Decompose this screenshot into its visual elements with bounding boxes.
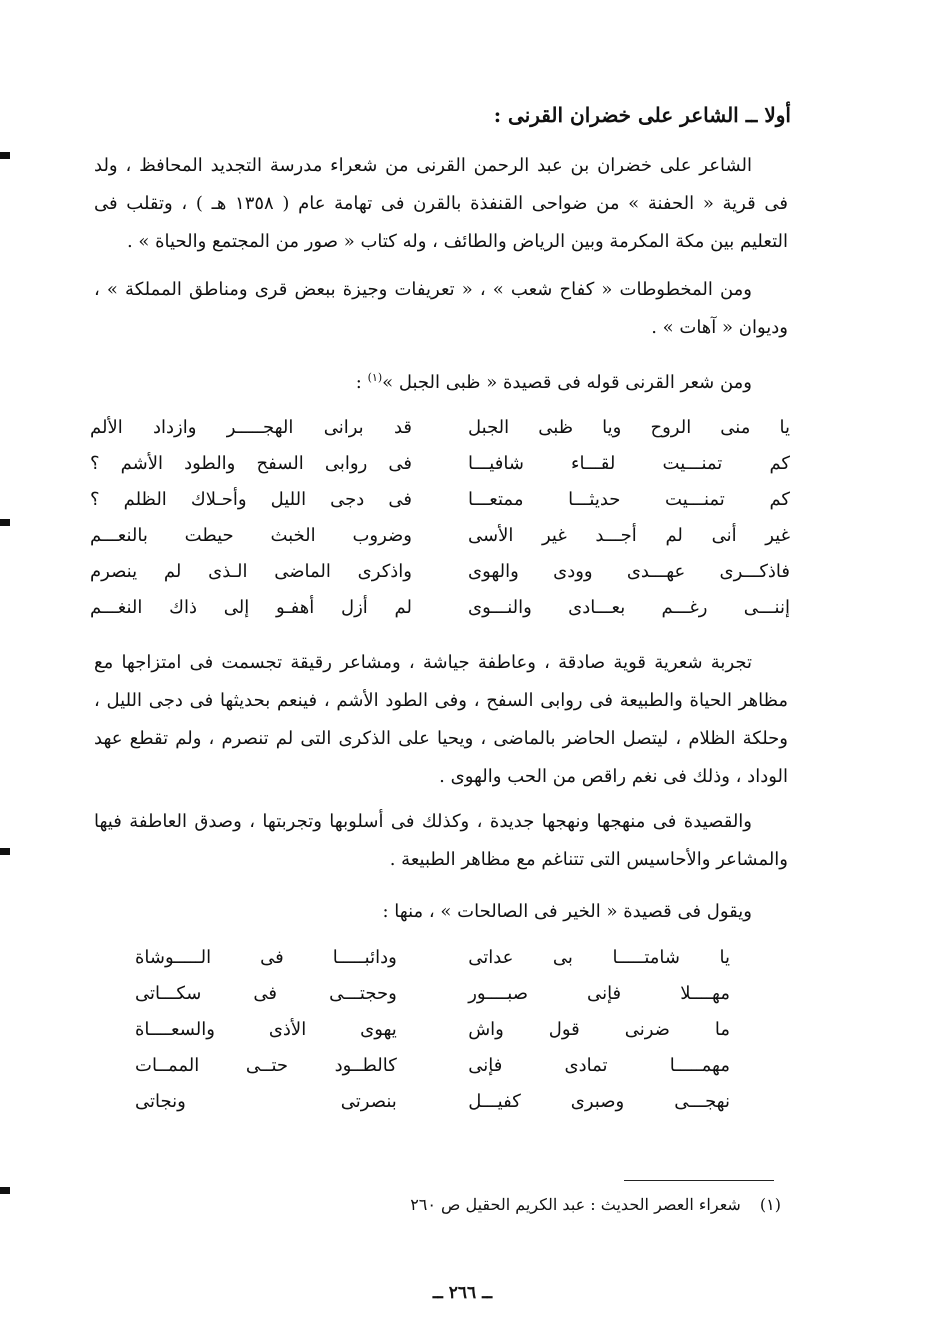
verse-first-hemistich: ما ضرنى قول واش bbox=[468, 1019, 730, 1040]
verse-second-hemistich: واذكرى الماضى الـذى لم ينصرم bbox=[90, 561, 412, 582]
scan-edge-mark bbox=[0, 152, 10, 159]
poem-verse bbox=[90, 482, 790, 518]
paragraph-text-end: : bbox=[355, 372, 368, 393]
paragraph-text: والقصيدة فى منهجها ونهجها جديدة ، وكذلك فى أسلوبها وتجربتها ، وصدق العاطفة فيها والمشاعر والأحاسيس التى تتناغم مع مظاهر الطبيعة . bbox=[94, 811, 788, 870]
poem-verse bbox=[90, 518, 790, 554]
poem-verse bbox=[90, 410, 790, 446]
verse-first-hemistich: كم تمنـــيت لقـــاء شافيـــا bbox=[468, 453, 790, 474]
paragraph-text: ومن المخطوطات « كفاح شعب » ، « تعريفات وجيزة ببعض قرى ومناطق المملكة » ، وديوان « آهات » . bbox=[94, 279, 788, 338]
paragraph-second-poem-intro bbox=[94, 893, 788, 931]
footnote-text: شعراء العصر الحديث : عبد الكريم الحقيل ص ٢٦٠ bbox=[410, 1195, 741, 1214]
verse-first-hemistich: مهمـــــا تمادى فإنى bbox=[468, 1055, 730, 1076]
paragraph-style bbox=[94, 803, 788, 879]
paragraph-text: ويقول فى قصيدة « الخير فى الصالحات » ، منها : bbox=[382, 901, 752, 922]
poem-verse bbox=[90, 446, 790, 482]
paragraph-biography bbox=[94, 147, 788, 261]
verse-second-hemistich: فى روابى السفح والطود الأشم ؟ bbox=[90, 453, 412, 474]
verse-second-hemistich: وضروب الخبث حيطت بالنعـــم bbox=[90, 525, 412, 546]
scan-edge-mark bbox=[0, 519, 10, 526]
paragraph-poem-intro bbox=[94, 359, 788, 402]
verse-first-hemistich: فاذكـــرى عهـــدى وودى والهوى bbox=[468, 561, 790, 582]
scan-edge-mark bbox=[0, 1187, 10, 1194]
footnote-number: (١) bbox=[759, 1195, 781, 1214]
verse-first-hemistich: إننـــى رغـــم بعـــادى والنـــوى bbox=[468, 597, 790, 618]
paragraph-text: تجربة شعرية قوية صادقة ، وعاطفة جياشة ، ومشاعر رقيقة تجسمت فى امتزاجها مع مظاهر الحياة والطبيعة فى روابى السفح ، وفى الطود الأشم ، فينعم بحديثها فى دجى الليل ، وحلكة الظلام ، ليتصل الحاضر بالماضى ، ويحيا على الذكرى التى لم تنصرم ، ولم تقطع عهد الوداد ، وذلك فى نغم راقص من الحب والهوى . bbox=[94, 652, 788, 787]
footnote-divider bbox=[624, 1180, 774, 1181]
poem-al-khayr bbox=[135, 940, 730, 1120]
poem-verse bbox=[135, 1012, 730, 1048]
verse-second-hemistich: بنصرتى ونجاتى bbox=[135, 1091, 397, 1112]
verse-first-hemistich: نهجـــى وصبرى كفيـــل bbox=[468, 1091, 730, 1112]
verse-second-hemistich: وحجتـــى فى سكـــاتى bbox=[135, 983, 397, 1004]
verse-second-hemistich: كالطــود حتــى الممــات bbox=[135, 1055, 397, 1076]
verse-first-hemistich: يا منى الروح ويا ظبى الجبل bbox=[468, 417, 790, 438]
paragraph-text: الشاعر على خضران بن عبد الرحمن القرنى من شعراء مدرسة التجديد المحافظ ، ولد فى قرية « الحفنة » من ضواحى القنفذة بالقرن فى تهامة عام ( ١٣٥٨ هـ ) ، وتقلب فى التعليم بين مكة المكرمة وبين الرياض والطائف ، وله كتاب « صور من المجتمع والحياة » . bbox=[94, 155, 788, 252]
paragraph-manuscripts bbox=[94, 271, 788, 347]
verse-first-hemistich: كم تمنـــيت حديثـــا ممتعـــا bbox=[468, 489, 790, 510]
paragraph-analysis bbox=[94, 644, 788, 796]
poem-verse bbox=[135, 976, 730, 1012]
verse-second-hemistich: لم أزل أهفـو إلى ذاك النغـــم bbox=[90, 597, 412, 618]
footnote-reference: (١) bbox=[367, 371, 383, 384]
poem-verse bbox=[135, 1048, 730, 1084]
footnote bbox=[181, 1195, 781, 1214]
poem-verse bbox=[90, 554, 790, 590]
page-number: ــ ٢٦٦ ــ bbox=[432, 1283, 493, 1303]
verse-first-hemistich: مهــــلا فإنى صبــــور bbox=[468, 983, 730, 1004]
scan-edge-mark bbox=[0, 848, 10, 855]
poem-verse bbox=[135, 940, 730, 976]
verse-first-hemistich: يا شامتـــــا بى عداتى bbox=[468, 947, 730, 968]
verse-second-hemistich: ودائبـــــا فى الـــــوشاة bbox=[135, 947, 397, 968]
verse-first-hemistich: غير أنى لم أجـــد غير الأسى bbox=[468, 525, 790, 546]
section-heading: أولا ــ الشاعر على خضران القرنى : bbox=[493, 103, 791, 127]
poem-verse bbox=[90, 590, 790, 626]
poem-verse bbox=[135, 1084, 730, 1120]
verse-second-hemistich: قد برانى الهجـــــر وازداد الألم bbox=[90, 417, 412, 438]
verse-second-hemistich: فى دجى الليل وأحـلاك الظلم ؟ bbox=[90, 489, 412, 510]
paragraph-text: ومن شعر القرنى قوله فى قصيدة « ظبى الجبل » bbox=[382, 372, 752, 393]
poem-zabi-al-jabal bbox=[90, 410, 790, 626]
verse-second-hemistich: يهوى الأذى والسعــــاة bbox=[135, 1019, 397, 1040]
